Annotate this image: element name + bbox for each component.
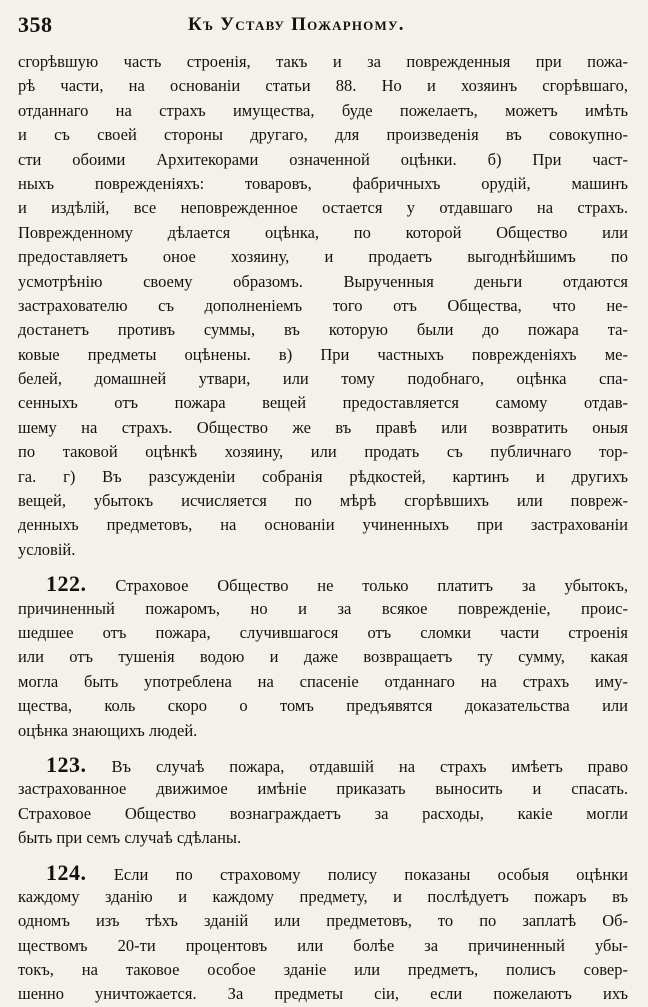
article-first-line — [18, 861, 628, 885]
text-line: по таковой оцѣнкѣ хозяину, или продать съ публичнаго тор- — [18, 442, 628, 462]
text-line: оцѣнка знающихъ людей. — [18, 720, 198, 740]
text-line: и издѣлій, все неповрежденное остается у отдавшаго на страхъ. — [18, 198, 628, 218]
page-header — [18, 6, 628, 50]
page-number: 358 — [18, 12, 53, 37]
text-line: застрахователю съ дополненіемъ того отъ Общества, что не- — [18, 295, 628, 315]
text-line: каждому зданію и каждому предмету, и послѣдуетъ пожаръ въ — [18, 886, 628, 906]
article-number: 124. — [46, 860, 87, 885]
text-line: и съ своей стороны другаго, для произведенія въ совокупно- — [18, 125, 628, 145]
text-line: вещей, убытокъ исчисляется по мѣрѣ сгорѣвшихъ или повреж- — [18, 491, 628, 511]
article-number: 122. — [46, 572, 87, 597]
text-line: денныхъ предметовъ, на основаніи учиненныхъ при застрахованіи — [18, 515, 628, 535]
text-line: отданнаго на страхъ имущества, буде пожелаетъ, можетъ имѣть — [18, 100, 628, 120]
text-line: одномъ изъ тѣхъ зданій или предметовъ, то по заплатѣ Об- — [18, 911, 628, 931]
text-line: шему на страхъ. Общество же въ правѣ или возвратить оныя — [18, 417, 628, 437]
text-line: сенныхъ отъ пожара вещей предоставляется самому отдав- — [18, 393, 628, 413]
body-text — [18, 50, 628, 1007]
text-line: белей, домашней утвари, или тому подобнаго, оцѣнка спа- — [18, 369, 628, 389]
running-title: Къ Уставу Пожарному. — [188, 14, 405, 35]
text-line: шенно уничтожается. За предметы сіи, если пожелаютъ ихъ — [18, 984, 628, 1004]
text-line: шедшее отъ пожара, случившагося отъ сломки части строенія — [18, 622, 628, 642]
article-number: 123. — [46, 752, 87, 777]
text-line: или отъ тушенія водою и даже возвращаетъ ту сумму, какая — [18, 647, 628, 667]
text-line: рѣ части, на основаніи статьи 88. Но и хозяинъ сгорѣвшаго, — [18, 76, 628, 96]
text-line: ществомъ 20-ти процентовъ или болѣе за причиненный убы- — [18, 935, 628, 955]
article-first-line-text: Если по страховому полису показаны особыя оцѣнки — [113, 864, 628, 884]
articles-list — [18, 572, 628, 1007]
article-first-line-text: Страховое Общество не только платитъ за убытокъ, — [115, 576, 628, 596]
text-line: га. г) Въ разсужденіи собранія рѣдкостей, картинъ и другихъ — [18, 466, 628, 486]
text-line: застрахованное движимое имѣніе приказать выносить и спасать. — [18, 779, 628, 799]
text-line: достанетъ противъ суммы, въ которую были до пожара та- — [18, 320, 628, 340]
text-line: усмотрѣнію своему образомъ. Вырученныя деньги отдаются — [18, 271, 628, 291]
text-line: ныхъ поврежденіяхъ: товаровъ, фабричныхъ орудій, машинъ — [18, 173, 628, 193]
text-line: Страховое Общество вознаграждаетъ за расходы, какіе могли — [18, 803, 628, 823]
article-first-line-text: Въ случаѣ пожара, отдавшій на страхъ имѣетъ право — [111, 756, 628, 776]
text-line: сгорѣвшую часть строенія, такъ и за поврежденныя при пожа- — [18, 52, 628, 71]
text-line: предоставляетъ оное хозяину, и продаетъ выгоднѣйшимъ по — [18, 247, 628, 267]
text-line: могла быть употреблена на спасеніе отданнаго на страхъ иму- — [18, 671, 628, 691]
text-line: условій. — [18, 539, 76, 559]
text-line: ковые предметы оцѣнены. в) При частныхъ поврежденіяхъ ме- — [18, 344, 628, 364]
text-line: щества, коль скоро о томъ предъявятся доказательства или — [18, 696, 628, 716]
article-first-line — [18, 572, 628, 596]
article-first-line — [18, 753, 628, 777]
article-paragraph — [18, 572, 628, 743]
article-paragraph — [18, 861, 628, 1007]
continuation-paragraph — [18, 50, 628, 562]
article-paragraph — [18, 753, 628, 851]
text-line: быть при семъ случаѣ сдѣланы. — [18, 828, 242, 848]
text-line: причиненный пожаромъ, но и за всякое поврежденіе, проис- — [18, 598, 628, 618]
text-line: сти обоими Архитекорами означенной оцѣнки. б) При част- — [18, 149, 628, 169]
text-line: токъ, на таковое особое зданіе или предметъ, полисъ совер- — [18, 960, 628, 980]
text-line: Поврежденному дѣлается оцѣнка, по которой Общество или — [18, 222, 628, 242]
